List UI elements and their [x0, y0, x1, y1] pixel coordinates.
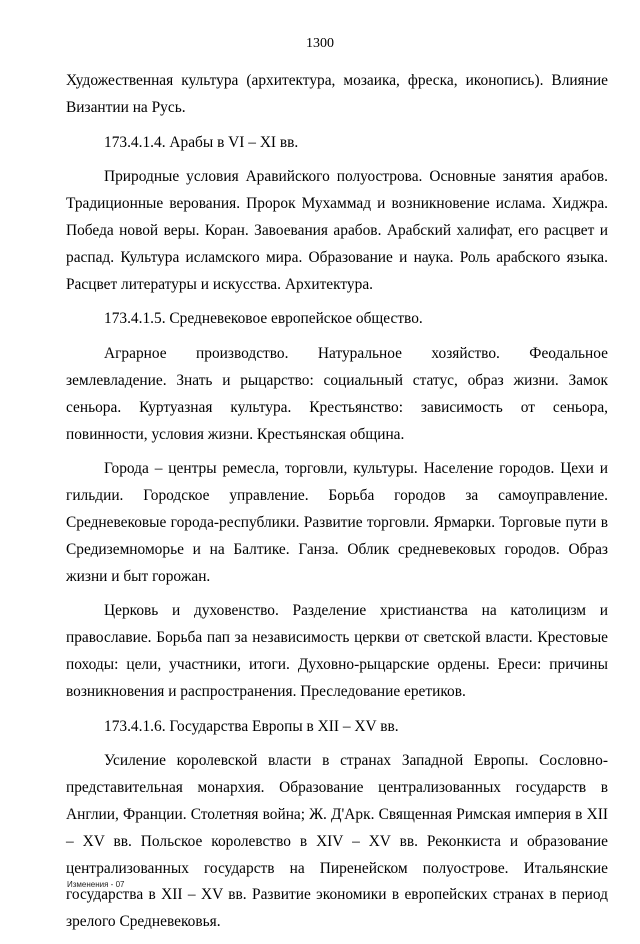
paragraph: Усиление королевской власти в странах Западной Европы. Сословно-представительная монархия. Образование централизованных государств в Англии, Франции. Столетняя война; Ж. Д'Арк. Священная Римская империя в XII – XV вв. Польское королевство в XIV – XV вв. Реконкиста и образование централизованных государств на Пиренейском полуострове. Итальянские государства в XII – XV вв. Развитие экономики в европейских странах в период зрелого Средневековья. [66, 752, 608, 931]
paragraph: Церковь и духовенство. Разделение христианства на католицизм и православие. Борьба пап за независимость церкви от светской власти. Крестовые походы: цели, участники, итоги. Духовно-рыцарские ордены. Ереси: причины возникновения и распространения. Преследование еретиков. [66, 602, 608, 700]
section-heading: 173.4.1.6. Государства Европы в XII – XV вв. [104, 717, 399, 735]
revision-footer: Изменения - 07 [67, 880, 125, 889]
section-heading: 173.4.1.5. Средневековое европейское общество. [104, 310, 423, 328]
paragraph: Природные условия Аравийского полуострова. Основные занятия арабов. Традиционные верования. Пророк Мухаммад и возникновение ислама. Хиджра. Победа новой веры. Коран. Завоевания арабов. Арабский халифат, его расцвет и распад. Культура исламского мира. Образование и наука. Роль арабского языка. Расцвет литературы и искусства. Архитектура. [66, 168, 608, 293]
paragraph: Аграрное производство. Натуральное хозяйство. Феодальное землевладение. Знать и рыцарство: социальный статус, образ жизни. Замок сеньора. Куртуазная культура. Крестьянство: зависимость от сеньора, повинности, условия жизни. Крестьянская община. [66, 345, 608, 443]
paragraph-continuation: Художественная культура (архитектура, мозаика, фреска, иконопись). Влияние Византии на Русь. [66, 72, 608, 116]
paragraph: Города – центры ремесла, торговли, культуры. Население городов. Цехи и гильдии. Городское управление. Борьба городов за самоуправление. Средневековые города-республики. Развитие торговли. Ярмарки. Торговые пути в Средиземноморье и на Балтике. Ганза. Облик средневековых городов. Образ жизни и быт горожан. [66, 460, 608, 585]
section-heading: 173.4.1.4. Арабы в VI – XI вв. [104, 133, 299, 151]
page-number: 1300 [306, 36, 334, 51]
document-body [66, 68, 608, 944]
